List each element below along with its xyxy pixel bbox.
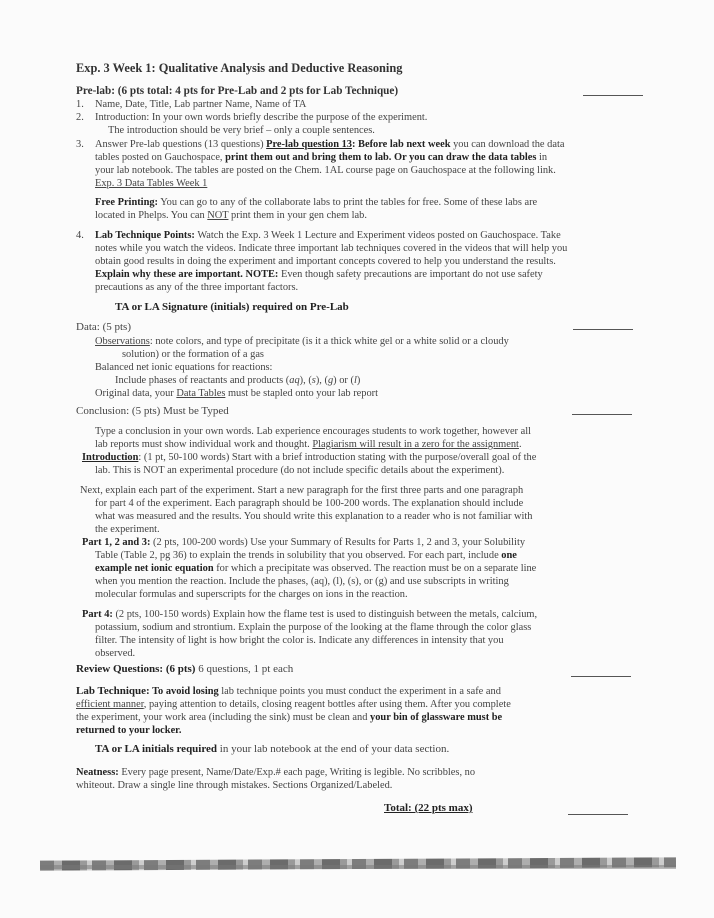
technique-line-3 — [76, 711, 502, 724]
prelab-item-3-line-1 — [95, 138, 564, 151]
next-line-2: for part 4 of the experiment. Each paragraph should be 100-200 words. The explanation should include — [95, 498, 524, 509]
technique-line-2 — [76, 698, 511, 711]
text-span: 6 questions, 1 pt each — [195, 663, 294, 675]
text-span: for which a precipitate was observed. The reaction must be on a separate line — [213, 563, 537, 574]
prelab-item-4-line-2: notes while you watch the videos. Indicate three important lab techniques covered in the videos that will help you — [95, 243, 568, 254]
prelab-item-4-line-1 — [95, 229, 561, 242]
scan-edge-shadow — [40, 865, 676, 869]
part123-line-5: molecular formulas and superscripts for the charges on ions in the reaction. — [95, 589, 408, 600]
text-span: . — [518, 439, 522, 450]
text-span: print them in your gen chem lab. — [228, 210, 367, 221]
technique-line-4: returned to your locker. — [76, 725, 182, 736]
next-line-1: Next, explain each part of the experiment. Start a new paragraph for the first three parts and one paragraph — [80, 485, 524, 496]
part123-line-3 — [95, 562, 536, 575]
text-span: in your lab notebook at the end of your data section. — [217, 743, 450, 755]
text-span: (initials) required on Pre-Lab — [210, 301, 349, 313]
plagiarism-warning: Plagiarism will result in a zero for the assignment — [312, 439, 519, 450]
text-span: Every page present, Name/Date/Exp.# each page, Writing is legible. No scribbles, no — [118, 767, 476, 778]
text-span: ), ( — [315, 375, 328, 386]
part4-line-3: filter. The intensity of light is how bright the color is. Indicate any differences in intensity that you — [95, 635, 504, 646]
text-span: Table (Table 2, pg 36) to explain the trends in solubility that you observed. For each part, include — [95, 550, 502, 561]
text-span: Data Tables — [176, 388, 226, 399]
intro-line-2: lab. This is NOT an experimental procedure (do not include specific details about the experiment). — [95, 465, 505, 476]
text-span: ), ( — [299, 375, 312, 386]
review-heading-line — [76, 663, 293, 676]
prelab-item-3-line-3: your lab notebook. The tables are posted on the Chem. 1AL course page on Gauchospace at the following link. — [95, 165, 556, 176]
text-span: Observations — [95, 336, 150, 347]
balanced-equations-line: Balanced net ionic equations for reactions: — [95, 362, 273, 373]
text-span: TA or LA initials required — [95, 743, 218, 755]
neatness-line-1 — [76, 766, 475, 779]
prelab-item-1: Name, Date, Title, Lab partner Name, Name of TA — [95, 99, 307, 110]
prelab-item-4-line-4 — [95, 268, 543, 281]
text-span: example net ionic equation — [95, 563, 214, 574]
text-span: Lab Technique: — [76, 685, 150, 697]
data-heading: Data: (5 pts) — [76, 321, 131, 333]
technique-line-1 — [76, 685, 501, 698]
page-title: Exp. 3 Week 1: Qualitative Analysis and Deductive Reasoning — [76, 61, 403, 75]
review-score-blank — [571, 676, 631, 677]
neatness-line-2: whiteout. Draw a single line through mistakes. Sections Organized/Labeled. — [76, 780, 393, 791]
prelab-q13-emphasis: Pre-lab question 13 — [266, 139, 352, 150]
intro-line-1 — [82, 451, 536, 464]
list-number: 1. — [76, 99, 84, 110]
text-span: tables posted on Gauchospace, — [95, 152, 226, 163]
text-span: g — [327, 375, 334, 386]
text-span: the experiment, your work area (including the sink) must be clean and — [76, 712, 371, 723]
original-data-line — [95, 387, 378, 400]
text-span: Include phases of reactants and products ( — [115, 375, 290, 386]
text-span: Must be Typed — [160, 405, 229, 417]
text-span: TA or LA Signature — [115, 301, 211, 313]
prelab-item-4-line-5: precautions as any of the three important factors. — [95, 282, 299, 293]
text-span: efficient manner — [76, 699, 144, 710]
text-span: Lab Technique Points: — [95, 230, 195, 241]
text-span: NOT — [207, 210, 229, 221]
text-span: Part 1, 2 and 3: — [82, 537, 151, 548]
conclusion-score-blank — [572, 414, 632, 415]
part4-line-1 — [82, 608, 537, 621]
data-score-blank — [573, 329, 633, 330]
list-number: 4. — [76, 230, 84, 241]
text-span: (2 pts, 100-150 words) Explain how the flame test is used to distinguish between the metals, calcium, — [112, 609, 538, 620]
total-label: Total: (22 pts max) — [384, 802, 473, 814]
observations-line-1 — [95, 335, 509, 348]
text-span: , paying attention to details, closing reagent bottles after using them. After you complete — [143, 699, 511, 710]
observations-line-2: solution) or the formation of a gas — [122, 349, 264, 360]
prelab-item-2: Introduction: In your own words briefly describe the purpose of the experiment. — [95, 112, 428, 123]
conclusion-heading — [76, 405, 229, 418]
text-span: To avoid losing — [149, 686, 219, 697]
prelab-signature-line — [115, 301, 349, 314]
free-printing-line-1 — [95, 196, 537, 209]
next-line-3: what was measured and the results. You should write this explanation to a reader who is not familiar with — [95, 511, 533, 522]
part123-line-1 — [82, 536, 525, 549]
text-span: : (1 pt, 50-100 words) Start with a brief introduction stating with the purpose/overall goal of the — [138, 452, 537, 463]
prelab-item-4-line-3: obtain good results in doing the experiment and important concepts covered to help you understand the results. — [95, 256, 556, 267]
text-span: ) — [356, 375, 361, 386]
next-line-4: the experiment. — [95, 524, 160, 535]
text-span: Original data, your — [95, 388, 177, 399]
text-span: You can go to any of the collaborate labs to print the tables for free. Some of these labs are — [158, 197, 538, 208]
text-span: : Before lab next week — [351, 139, 451, 150]
list-number: 3. — [76, 139, 84, 150]
text-span: Explain why these are important. — [95, 269, 243, 280]
text-span: Conclusion: (5 pts) — [76, 405, 161, 417]
text-span: Answer Pre-lab questions (13 questions) — [95, 139, 267, 150]
text-span: ) or ( — [333, 375, 354, 386]
text-span: Even though safety precautions are important do not use safety — [278, 269, 543, 280]
include-phases-line — [115, 374, 360, 387]
text-span: Free Printing: — [95, 197, 158, 208]
text-span: Part 4: — [82, 609, 113, 620]
text-span: Review Questions: (6 pts) — [76, 663, 196, 675]
text-span: aq — [289, 375, 300, 386]
text-span: your bin of glassware must be — [370, 712, 503, 723]
conclusion-p1-line-1: Type a conclusion in your own words. Lab experience encourages students to work together, however all — [95, 426, 531, 437]
prelab-item-3-line-2 — [95, 151, 547, 164]
text-span: must be stapled onto your lab report — [225, 388, 379, 399]
total-score-blank — [568, 814, 628, 815]
free-printing-line-2 — [95, 209, 367, 222]
text-span: NOTE: — [242, 269, 279, 280]
text-span: lab reports must show individual work and thought. — [95, 439, 313, 450]
text-span: one — [501, 550, 517, 561]
part4-line-4: observed. — [95, 648, 136, 659]
text-span: l — [353, 375, 357, 386]
prelab-score-blank — [583, 95, 643, 96]
list-number: 2. — [76, 112, 84, 123]
text-span: you can download the data — [450, 139, 565, 150]
part4-line-2: potassium, sodium and strontium. Explain the purpose of the looking at the flame through the color glass — [95, 622, 532, 633]
prelab-heading: Pre-lab: (6 pts total: 4 pts for Pre-Lab and 2 pts for Lab Technique) — [76, 85, 399, 97]
text-span: located in Phelps. You can — [95, 210, 208, 221]
data-tables-link[interactable]: Exp. 3 Data Tables Week 1 — [95, 178, 208, 189]
text-span: Introduction — [82, 452, 139, 463]
text-span: lab technique points you must conduct the experiment in a safe and — [218, 686, 501, 697]
prelab-item-2-note: The introduction should be very brief – only a couple sentences. — [108, 125, 375, 136]
text-span: Neatness: — [76, 767, 119, 778]
text-span: : note colors, and type of precipitate (is it a thick white gel or a white solid or a cloudy — [149, 336, 509, 347]
initials-line — [95, 743, 449, 756]
text-span: in — [536, 152, 548, 163]
text-span: print them out and bring them to lab. Or you can draw the data tables — [225, 152, 537, 163]
text-span: Watch the Exp. 3 Week 1 Lecture and Experiment videos posted on Gauchospace. Take — [194, 230, 561, 241]
text-span: (2 pts, 100-200 words) Use your Summary of Results for Parts 1, 2 and 3, your Solubility — [150, 537, 526, 548]
text-span: s — [311, 375, 316, 386]
conclusion-p1-line-2 — [95, 438, 522, 451]
part123-line-4: when you mention the reaction. Include the phases, (aq), (l), (s), or (g) and use subscripts in writing — [95, 576, 509, 587]
part123-line-2 — [95, 549, 517, 562]
